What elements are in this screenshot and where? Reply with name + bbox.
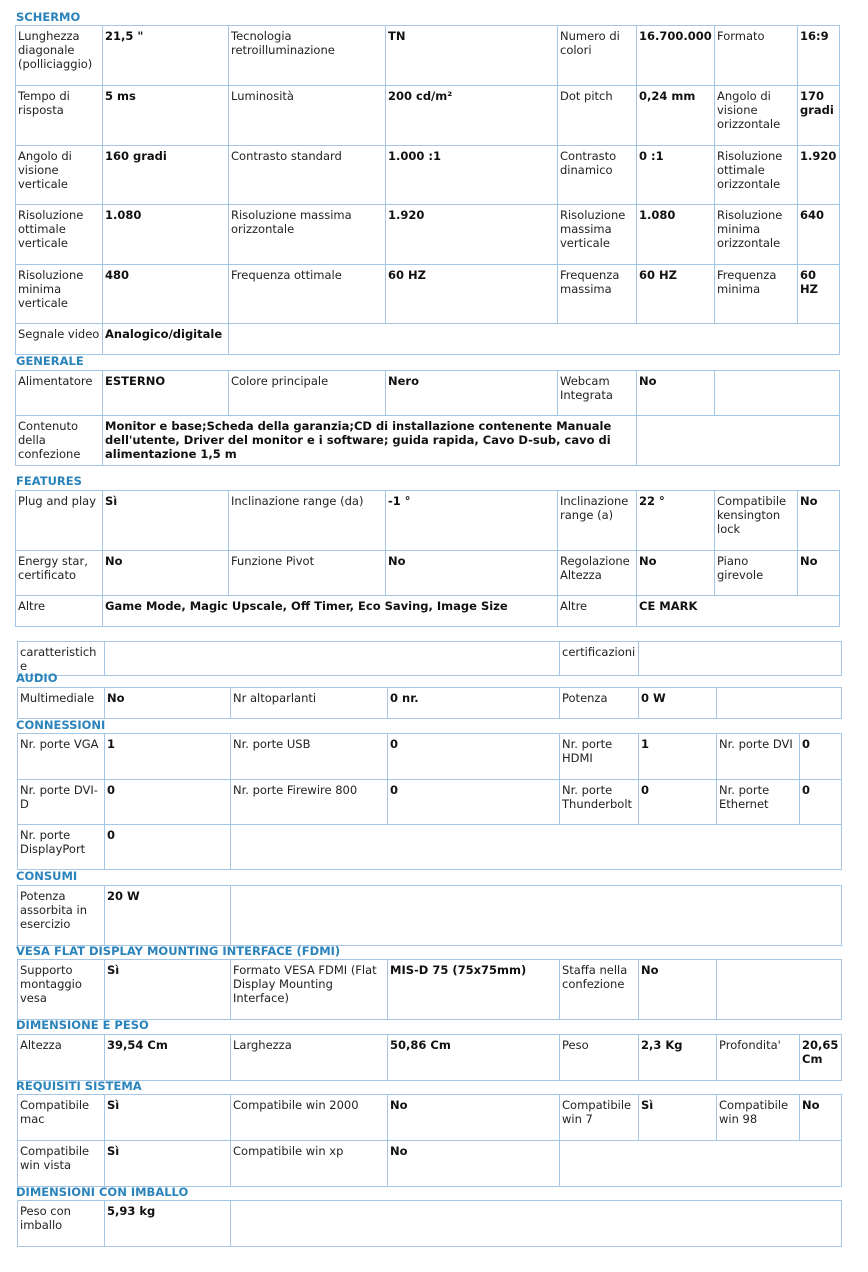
- table-row: [18, 1201, 842, 1247]
- spec-label: Nr. porte DVI-D: [18, 780, 105, 825]
- spec-value: MIS-D 75 (75x75mm): [388, 960, 560, 1020]
- table-row: [16, 324, 840, 355]
- spec-value: 60 HZ: [798, 265, 840, 324]
- spec-label: Regolazione Altezza: [558, 551, 637, 596]
- spec-value: 0: [388, 780, 560, 825]
- spec-value: 0: [105, 780, 231, 825]
- spec-value: 60 HZ: [386, 265, 558, 324]
- table-row: [18, 960, 842, 1020]
- spec-value: 160 gradi: [103, 146, 229, 205]
- spec-label: Segnale video: [16, 324, 103, 355]
- spec-table-vesa-flat-display-mounting-interface-fdmi: [17, 959, 842, 1020]
- spec-table-schermo: [15, 25, 840, 355]
- spec-table-dimensione-e-peso: [17, 1034, 842, 1081]
- spec-table-connessioni: [17, 733, 842, 870]
- empty-cell: [717, 960, 842, 1020]
- spec-label: Staffa nella confezione: [560, 960, 639, 1020]
- spec-value: 39,54 Cm: [105, 1035, 231, 1081]
- spec-value: 16:9: [798, 26, 840, 86]
- spec-label: Compatibile win 2000: [231, 1095, 388, 1141]
- empty-cell: [231, 1201, 842, 1247]
- spec-value: Sì: [105, 960, 231, 1020]
- spec-value: 0: [639, 780, 717, 825]
- table-row: [16, 371, 840, 416]
- spec-label: Nr. porte HDMI: [560, 734, 639, 780]
- spec-label: Nr altoparlanti: [231, 688, 388, 719]
- spec-value: Analogico/digitale: [103, 324, 229, 355]
- spec-label: Peso: [560, 1035, 639, 1081]
- empty-cell: [560, 1141, 842, 1187]
- spec-label: Nr. porte VGA: [18, 734, 105, 780]
- spec-value: No: [639, 960, 717, 1020]
- spec-value: Sì: [105, 1095, 231, 1141]
- spec-value: 50,86 Cm: [388, 1035, 560, 1081]
- section-title-requisiti-sistema: REQUISITI SISTEMA: [16, 1079, 142, 1093]
- spec-value: No: [637, 371, 715, 416]
- spec-table-generale: [15, 370, 840, 466]
- spec-label: Nr. porte DisplayPort: [18, 825, 105, 870]
- spec-label: Larghezza: [231, 1035, 388, 1081]
- spec-value: 21,5 ": [103, 26, 229, 86]
- table-row: [16, 26, 840, 86]
- spec-label: Frequenza minima: [715, 265, 798, 324]
- spec-label: Piano girevole: [715, 551, 798, 596]
- spec-label: Multimediale: [18, 688, 105, 719]
- spec-value: No: [386, 551, 558, 596]
- spec-value: 170 gradi: [798, 86, 840, 146]
- spec-label: Frequenza ottimale: [229, 265, 386, 324]
- spec-value: 0: [800, 780, 842, 825]
- spec-value: 0: [105, 825, 231, 870]
- spec-value: No: [388, 1141, 560, 1187]
- spec-value: 1: [639, 734, 717, 780]
- spec-value: [639, 642, 842, 676]
- spec-label: Angolo di visione verticale: [16, 146, 103, 205]
- spec-table-requisiti-sistema: [17, 1094, 842, 1187]
- spec-label: Angolo di visione orizzontale: [715, 86, 798, 146]
- section-title-vesa-flat-display-mounting-interface-fdmi: VESA FLAT DISPLAY MOUNTING INTERFACE (FDMI): [16, 944, 341, 958]
- spec-label: Frequenza massima: [558, 265, 637, 324]
- spec-value: No: [637, 551, 715, 596]
- spec-value: [105, 642, 560, 676]
- table-row: [18, 1141, 842, 1187]
- spec-value: 60 HZ: [637, 265, 715, 324]
- section-title-consumi: CONSUMI: [16, 869, 78, 883]
- table-row: [18, 825, 842, 870]
- section-title-audio: AUDIO: [16, 671, 58, 685]
- spec-label: caratteristiche: [18, 642, 105, 676]
- spec-label: Potenza assorbita in esercizio: [18, 886, 105, 946]
- spec-label: Contrasto standard: [229, 146, 386, 205]
- spec-value: 200 cd/m²: [386, 86, 558, 146]
- spec-label: Colore principale: [229, 371, 386, 416]
- spec-value: 22 °: [637, 491, 715, 551]
- spec-label: Compatibile win vista: [18, 1141, 105, 1187]
- spec-value: 20 W: [105, 886, 231, 946]
- spec-value: 20,65 Cm: [800, 1035, 842, 1081]
- spec-table-audio: [17, 687, 842, 719]
- spec-label: Compatibile win 7: [560, 1095, 639, 1141]
- spec-label: Formato VESA FDMI (Flat Display Mounting Interface): [231, 960, 388, 1020]
- table-row: [16, 551, 840, 596]
- section-title-features: FEATURES: [16, 474, 82, 488]
- table-row: [18, 1095, 842, 1141]
- spec-label: Potenza: [560, 688, 639, 719]
- spec-label: Nr. porte USB: [231, 734, 388, 780]
- spec-label: Supporto montaggio vesa: [18, 960, 105, 1020]
- spec-label: Numero di colori: [558, 26, 637, 86]
- spec-label: certificazioni: [560, 642, 639, 676]
- section-title-dimensioni-con-imballo: DIMENSIONI CON IMBALLO: [16, 1185, 189, 1199]
- spec-label: Risoluzione massima orizzontale: [229, 205, 386, 265]
- empty-cell: [231, 825, 842, 870]
- spec-table-consumi: [17, 885, 842, 946]
- spec-label: Peso con imballo: [18, 1201, 105, 1247]
- spec-value: 0: [388, 734, 560, 780]
- spec-value: 1.080: [103, 205, 229, 265]
- spec-label: Compatibile win 98: [717, 1095, 800, 1141]
- spec-label: Contenuto della confezione: [16, 416, 103, 466]
- spec-value: No: [103, 551, 229, 596]
- table-row: [16, 86, 840, 146]
- spec-value: Sì: [639, 1095, 717, 1141]
- spec-value: CE MARK: [637, 596, 840, 627]
- spec-label: Nr. porte DVI: [717, 734, 800, 780]
- spec-table-extra: [17, 641, 842, 676]
- spec-label: Energy star, certificato: [16, 551, 103, 596]
- spec-value: No: [388, 1095, 560, 1141]
- spec-label: Compatibile win xp: [231, 1141, 388, 1187]
- spec-value: Sì: [103, 491, 229, 551]
- spec-value: 480: [103, 265, 229, 324]
- spec-label: Compatibile mac: [18, 1095, 105, 1141]
- spec-label: Nr. porte Ethernet: [717, 780, 800, 825]
- spec-value: No: [798, 551, 840, 596]
- spec-value: Game Mode, Magic Upscale, Off Timer, Eco Saving, Image Size: [103, 596, 558, 627]
- table-row: [18, 642, 842, 676]
- table-row: [18, 734, 842, 780]
- spec-label: Altezza: [18, 1035, 105, 1081]
- table-row: [16, 265, 840, 324]
- section-title-generale: GENERALE: [16, 354, 84, 368]
- spec-value: 5,93 kg: [105, 1201, 231, 1247]
- spec-label: Risoluzione minima orizzontale: [715, 205, 798, 265]
- spec-value: 0 nr.: [388, 688, 560, 719]
- spec-value: 1: [105, 734, 231, 780]
- spec-table-features: [15, 490, 840, 627]
- spec-value: 0 W: [639, 688, 717, 719]
- spec-label: Nr. porte Firewire 800: [231, 780, 388, 825]
- spec-value: No: [800, 1095, 842, 1141]
- spec-label: Inclinazione range (da): [229, 491, 386, 551]
- spec-label: Plug and play: [16, 491, 103, 551]
- spec-label: Profondita': [717, 1035, 800, 1081]
- spec-label: Compatibile kensington lock: [715, 491, 798, 551]
- spec-value: 2,3 Kg: [639, 1035, 717, 1081]
- spec-label: Inclinazione range (a): [558, 491, 637, 551]
- spec-value: 0,24 mm: [637, 86, 715, 146]
- spec-label: Dot pitch: [558, 86, 637, 146]
- spec-label: Altre: [16, 596, 103, 627]
- empty-cell: [229, 324, 840, 355]
- spec-table-dimensioni-con-imballo: [17, 1200, 842, 1247]
- spec-label: Funzione Pivot: [229, 551, 386, 596]
- spec-value: Monitor e base;Scheda della garanzia;CD di installazione contenente Manuale dell'utente, Driver del monitor e i software; guida rapida, Cavo D-sub, cavo di alimentazione 1,5 m: [103, 416, 637, 466]
- section-title-dimensione-e-peso: DIMENSIONE E PESO: [16, 1018, 149, 1032]
- spec-label: Tecnologia retroilluminazione: [229, 26, 386, 86]
- spec-label: Contrasto dinamico: [558, 146, 637, 205]
- spec-value: 1.920: [798, 146, 840, 205]
- spec-value: Nero: [386, 371, 558, 416]
- spec-label: Risoluzione massima verticale: [558, 205, 637, 265]
- spec-label: Risoluzione ottimale verticale: [16, 205, 103, 265]
- spec-label: Altre: [558, 596, 637, 627]
- spec-label: Tempo di risposta: [16, 86, 103, 146]
- table-row: [16, 416, 840, 466]
- table-row: [16, 146, 840, 205]
- table-row: [18, 688, 842, 719]
- table-row: [18, 886, 842, 946]
- empty-cell: [231, 886, 842, 946]
- spec-label: Alimentatore: [16, 371, 103, 416]
- section-title-connessioni: CONNESSIONI: [16, 718, 106, 732]
- spec-value: 1.000 :1: [386, 146, 558, 205]
- empty-cell: [717, 688, 842, 719]
- spec-label: Risoluzione ottimale orizzontale: [715, 146, 798, 205]
- table-row: [16, 205, 840, 265]
- spec-label: Webcam Integrata: [558, 371, 637, 416]
- empty-cell: [637, 416, 840, 466]
- spec-value: ESTERNO: [103, 371, 229, 416]
- spec-label: Luminosità: [229, 86, 386, 146]
- spec-value: No: [105, 688, 231, 719]
- spec-value: 5 ms: [103, 86, 229, 146]
- section-title-schermo: SCHERMO: [16, 10, 81, 24]
- spec-value: 0 :1: [637, 146, 715, 205]
- spec-value: TN: [386, 26, 558, 86]
- table-row: [18, 1035, 842, 1081]
- spec-value: -1 °: [386, 491, 558, 551]
- spec-value: Sì: [105, 1141, 231, 1187]
- spec-value: 1.920: [386, 205, 558, 265]
- table-row: [18, 780, 842, 825]
- spec-label: Lunghezza diagonale (polliciaggio): [16, 26, 103, 86]
- spec-value: 640: [798, 205, 840, 265]
- spec-label: Formato: [715, 26, 798, 86]
- spec-label: Nr. porte Thunderbolt: [560, 780, 639, 825]
- spec-label: Risoluzione minima verticale: [16, 265, 103, 324]
- spec-value: 0: [800, 734, 842, 780]
- spec-value: No: [798, 491, 840, 551]
- spec-value: 16.700.000: [637, 26, 715, 86]
- spec-value: 1.080: [637, 205, 715, 265]
- empty-cell: [715, 371, 840, 416]
- table-row: [16, 596, 840, 627]
- table-row: [16, 491, 840, 551]
